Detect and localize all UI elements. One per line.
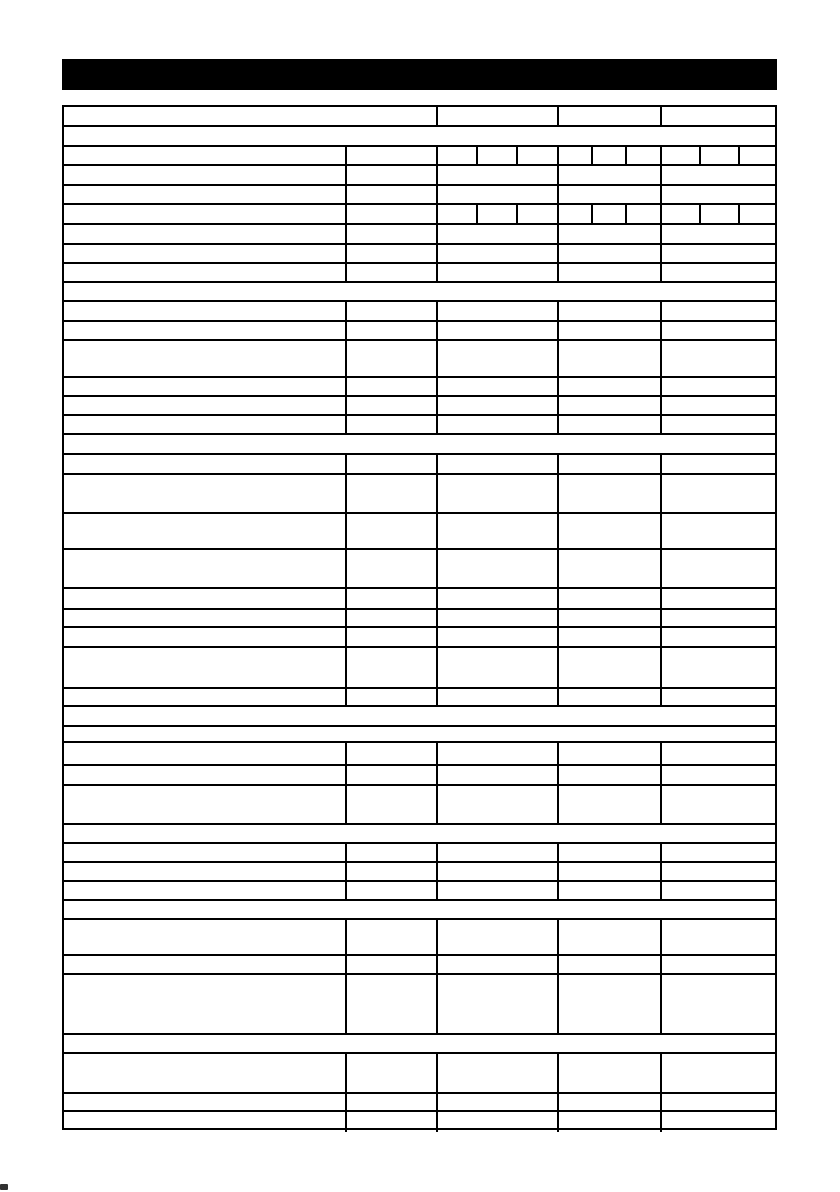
box-cell — [478, 147, 518, 164]
sublabel-cell — [347, 975, 438, 1033]
value-cell — [662, 882, 775, 899]
value-cell — [662, 378, 775, 395]
header-col2-cell — [559, 107, 662, 125]
value-cell — [559, 1112, 662, 1132]
value-cell — [559, 397, 662, 414]
section-cell — [64, 727, 775, 741]
value-cell — [662, 341, 775, 376]
value-cell — [559, 245, 662, 262]
table-row — [64, 863, 775, 882]
box-cell — [438, 205, 478, 223]
table-row — [64, 844, 775, 863]
value-cell — [662, 863, 775, 880]
value-cell — [438, 1112, 559, 1132]
value-cell — [438, 302, 559, 320]
box-cell — [740, 205, 775, 223]
value-cell — [559, 610, 662, 626]
label-cell — [64, 147, 347, 164]
table-row — [64, 245, 775, 264]
label-cell — [64, 475, 347, 512]
value-cell — [559, 378, 662, 395]
value-cell — [438, 166, 559, 184]
sublabel-cell — [347, 628, 438, 646]
label-cell — [64, 341, 347, 376]
sublabel-cell — [347, 245, 438, 262]
sublabel-cell — [347, 844, 438, 861]
sublabel-cell — [347, 956, 438, 973]
sublabel-cell — [347, 1054, 438, 1092]
value-cell — [662, 225, 775, 243]
table-row — [64, 302, 775, 322]
value-cell — [559, 455, 662, 473]
section-cell — [64, 127, 775, 145]
section-cell — [64, 825, 775, 842]
value-cell — [438, 648, 559, 687]
label-cell — [64, 648, 347, 687]
section-row — [64, 825, 775, 844]
sublabel-cell — [347, 205, 438, 223]
value-cell — [559, 975, 662, 1033]
sublabel-cell — [347, 550, 438, 587]
table-row — [64, 322, 775, 341]
value-cell — [662, 786, 775, 823]
value-cell — [559, 264, 662, 281]
section-row — [64, 727, 775, 743]
box-cell — [559, 205, 593, 223]
table-row — [64, 689, 775, 707]
box-cell — [701, 147, 740, 164]
box-cell — [593, 147, 627, 164]
box-cell — [518, 147, 559, 164]
table-row — [64, 147, 775, 166]
title-bar — [62, 59, 777, 90]
label-cell — [64, 302, 347, 320]
value-cell — [662, 264, 775, 281]
sublabel-cell — [347, 264, 438, 281]
sublabel-cell — [347, 689, 438, 705]
label-cell — [64, 514, 347, 548]
label-cell — [64, 628, 347, 646]
sublabel-cell — [347, 302, 438, 320]
table-row — [64, 416, 775, 435]
value-cell — [438, 975, 559, 1033]
box-cell — [438, 147, 478, 164]
value-cell — [438, 264, 559, 281]
value-cell — [662, 1094, 775, 1110]
table-row — [64, 166, 775, 186]
box-cell — [662, 205, 701, 223]
sublabel-cell — [347, 378, 438, 395]
value-cell — [438, 1054, 559, 1092]
sublabel-cell — [347, 225, 438, 243]
sublabel-cell — [347, 416, 438, 433]
label-cell — [64, 863, 347, 880]
value-cell — [662, 844, 775, 861]
value-cell — [559, 786, 662, 823]
value-cell — [438, 589, 559, 608]
label-cell — [64, 844, 347, 861]
table-row — [64, 589, 775, 610]
label-cell — [64, 589, 347, 608]
section-row — [64, 707, 775, 727]
value-cell — [559, 920, 662, 954]
label-cell — [64, 920, 347, 954]
value-cell — [438, 786, 559, 823]
table-row — [64, 186, 775, 205]
section-row — [64, 901, 775, 920]
value-cell — [559, 225, 662, 243]
label-cell — [64, 743, 347, 764]
box-cell — [627, 147, 662, 164]
value-cell — [662, 956, 775, 973]
value-cell — [662, 302, 775, 320]
value-cell — [438, 455, 559, 473]
value-cell — [559, 956, 662, 973]
value-cell — [559, 550, 662, 587]
value-cell — [662, 589, 775, 608]
value-cell — [438, 689, 559, 705]
sublabel-cell — [347, 1112, 438, 1132]
value-cell — [559, 589, 662, 608]
value-cell — [559, 416, 662, 433]
value-cell — [662, 689, 775, 705]
value-cell — [438, 225, 559, 243]
value-cell — [438, 766, 559, 784]
value-cell — [662, 397, 775, 414]
table-row — [64, 766, 775, 786]
label-cell — [64, 786, 347, 823]
value-cell — [438, 397, 559, 414]
label-cell — [64, 186, 347, 203]
box-cell — [478, 205, 518, 223]
value-cell — [559, 341, 662, 376]
header-description-cell — [64, 107, 438, 125]
section-row — [64, 127, 775, 147]
value-cell — [438, 186, 559, 203]
section-cell — [64, 1035, 775, 1052]
value-cell — [438, 844, 559, 861]
header-col1-cell — [438, 107, 559, 125]
box-cell — [627, 205, 662, 223]
sublabel-cell — [347, 882, 438, 899]
table-row — [64, 1112, 775, 1132]
label-cell — [64, 225, 347, 243]
table-row — [64, 514, 775, 550]
value-cell — [559, 766, 662, 784]
value-cell — [559, 475, 662, 512]
value-cell — [662, 1054, 775, 1092]
value-cell — [438, 863, 559, 880]
table-row — [64, 975, 775, 1035]
sublabel-cell — [347, 648, 438, 687]
value-cell — [662, 186, 775, 203]
sublabel-cell — [347, 920, 438, 954]
table-row — [64, 205, 775, 225]
value-cell — [662, 610, 775, 626]
scan-artifact — [0, 1184, 8, 1190]
sublabel-cell — [347, 1094, 438, 1110]
table-row — [64, 264, 775, 283]
section-row — [64, 435, 775, 455]
value-cell — [662, 475, 775, 512]
value-cell — [559, 514, 662, 548]
box-cell — [662, 147, 701, 164]
sublabel-cell — [347, 610, 438, 626]
table-row — [64, 648, 775, 689]
sublabel-cell — [347, 455, 438, 473]
value-cell — [438, 550, 559, 587]
value-cell — [438, 514, 559, 548]
value-cell — [559, 1054, 662, 1092]
value-cell — [559, 863, 662, 880]
sublabel-cell — [347, 147, 438, 164]
label-cell — [64, 610, 347, 626]
value-cell — [438, 378, 559, 395]
section-cell — [64, 283, 775, 300]
table-row — [64, 1094, 775, 1112]
value-cell — [438, 920, 559, 954]
value-cell — [559, 844, 662, 861]
table-row — [64, 378, 775, 397]
table-row — [64, 786, 775, 825]
box-cell — [740, 147, 775, 164]
section-cell — [64, 707, 775, 725]
sublabel-cell — [347, 863, 438, 880]
value-cell — [662, 245, 775, 262]
value-cell — [438, 322, 559, 339]
section-cell — [64, 901, 775, 918]
label-cell — [64, 975, 347, 1033]
table-row — [64, 550, 775, 589]
label-cell — [64, 378, 347, 395]
value-cell — [438, 882, 559, 899]
sublabel-cell — [347, 743, 438, 764]
box-cell — [701, 205, 740, 223]
value-cell — [559, 302, 662, 320]
label-cell — [64, 397, 347, 414]
table-row — [64, 610, 775, 628]
table-row — [64, 628, 775, 648]
sublabel-cell — [347, 341, 438, 376]
sublabel-cell — [347, 322, 438, 339]
label-cell — [64, 1094, 347, 1110]
value-cell — [662, 1112, 775, 1132]
sublabel-cell — [347, 589, 438, 608]
value-cell — [662, 766, 775, 784]
value-cell — [662, 166, 775, 184]
value-cell — [662, 920, 775, 954]
label-cell — [64, 1112, 347, 1132]
value-cell — [438, 416, 559, 433]
value-cell — [559, 882, 662, 899]
label-cell — [64, 455, 347, 473]
value-cell — [662, 455, 775, 473]
value-cell — [662, 628, 775, 646]
header-col3-cell — [662, 107, 775, 125]
table-row — [64, 920, 775, 956]
value-cell — [559, 689, 662, 705]
value-cell — [662, 322, 775, 339]
value-cell — [662, 514, 775, 548]
value-cell — [559, 1094, 662, 1110]
value-cell — [662, 648, 775, 687]
box-cell — [593, 205, 627, 223]
value-cell — [438, 628, 559, 646]
label-cell — [64, 766, 347, 784]
value-cell — [559, 743, 662, 764]
label-cell — [64, 550, 347, 587]
value-cell — [662, 975, 775, 1033]
value-cell — [559, 186, 662, 203]
value-cell — [438, 475, 559, 512]
label-cell — [64, 245, 347, 262]
box-cell — [518, 205, 559, 223]
sublabel-cell — [347, 766, 438, 784]
table-row — [64, 225, 775, 245]
table-row — [64, 455, 775, 475]
label-cell — [64, 1054, 347, 1092]
label-cell — [64, 689, 347, 705]
value-cell — [662, 743, 775, 764]
label-cell — [64, 416, 347, 433]
value-cell — [662, 550, 775, 587]
table-row — [64, 341, 775, 378]
section-row — [64, 283, 775, 302]
table-row — [64, 1054, 775, 1094]
value-cell — [438, 743, 559, 764]
value-cell — [438, 1094, 559, 1110]
section-cell — [64, 435, 775, 453]
value-cell — [559, 322, 662, 339]
sublabel-cell — [347, 475, 438, 512]
table-row — [64, 743, 775, 766]
box-cell — [559, 147, 593, 164]
label-cell — [64, 882, 347, 899]
sublabel-cell — [347, 397, 438, 414]
value-cell — [559, 648, 662, 687]
value-cell — [438, 245, 559, 262]
value-cell — [662, 416, 775, 433]
sublabel-cell — [347, 166, 438, 184]
label-cell — [64, 205, 347, 223]
table-row — [64, 107, 775, 127]
label-cell — [64, 166, 347, 184]
value-cell — [438, 956, 559, 973]
sublabel-cell — [347, 186, 438, 203]
value-cell — [438, 341, 559, 376]
value-cell — [559, 628, 662, 646]
table-row — [64, 397, 775, 416]
sublabel-cell — [347, 514, 438, 548]
table-row — [64, 956, 775, 975]
table-row — [64, 475, 775, 514]
value-cell — [438, 610, 559, 626]
table-row — [64, 882, 775, 901]
label-cell — [64, 322, 347, 339]
section-row — [64, 1035, 775, 1054]
sublabel-cell — [347, 786, 438, 823]
label-cell — [64, 264, 347, 281]
label-cell — [64, 956, 347, 973]
spec-table — [62, 105, 777, 1130]
value-cell — [559, 166, 662, 184]
